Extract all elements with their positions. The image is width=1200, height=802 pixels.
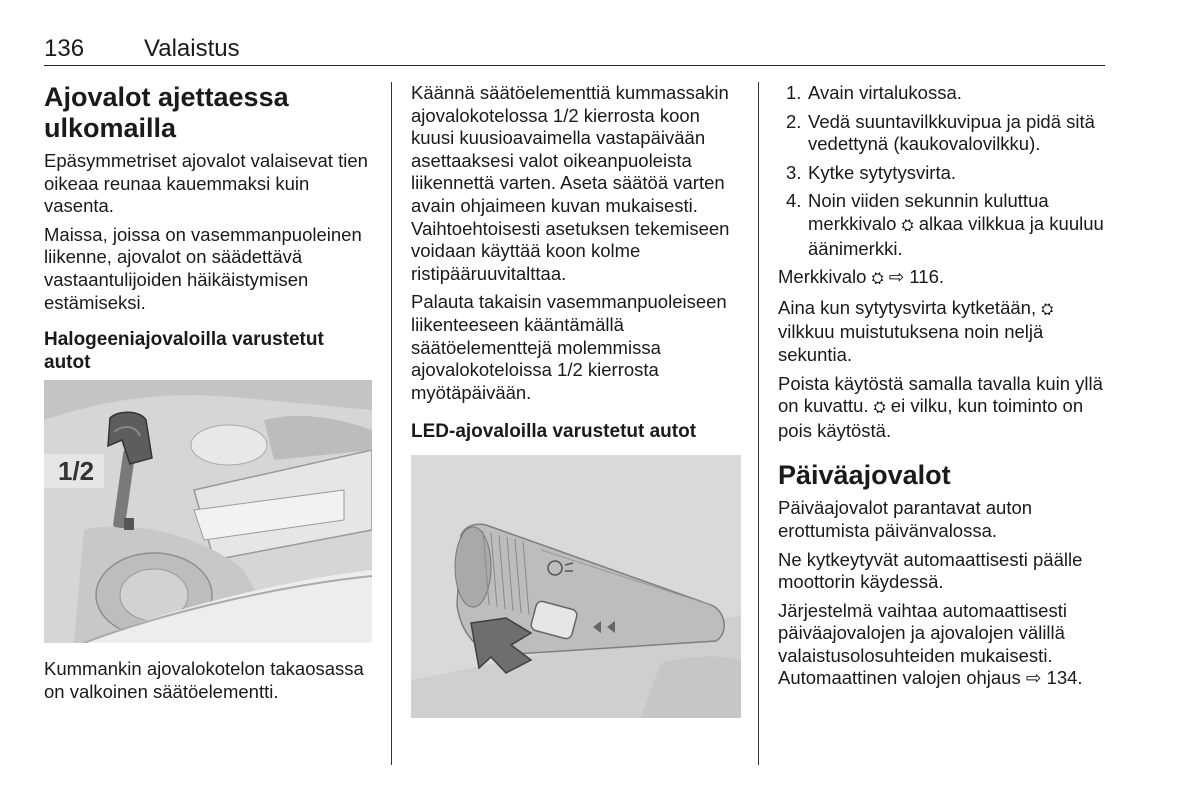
- paragraph: Järjestelmä vaihtaa automaattisesti päiväajovalojen ja ajovalojen välillä valaistusolosuhteiden mukaisesti.: [778, 599, 1067, 666]
- column-right: [778, 82, 1108, 696]
- paragraph: Päiväajovalot parantavat auton erottumista päivänvalossa.: [778, 497, 1033, 541]
- fraction: 1/2: [557, 359, 583, 381]
- section-heading: Päiväajovalot: [778, 460, 951, 491]
- cross-reference: Merkkivalo ⛭ ⇨ 116.: [778, 266, 945, 288]
- page-ref-arrow-icon: ⇨: [888, 266, 905, 288]
- column-left: [44, 82, 374, 709]
- subsection-heading: Halogeeniajovaloilla varustetut autot: [44, 329, 324, 374]
- paragraph: Epäsymmetriset ajovalot valaisevat tien oikeaa reunaa kauemmaksi kuin vasenta.: [44, 150, 368, 217]
- list-item: 1. Avain virtalukossa.: [786, 82, 962, 103]
- paragraph: Palauta takaisin vasemmanpuoleiseen liikenteeseen kääntämällä säätöelementtejä molemmissa ajovalokoteloissa 1/2 kierrosta myötäpäivään.: [411, 291, 727, 403]
- subsection-heading: LED-ajovaloilla varustetut autot: [411, 421, 697, 443]
- column-middle: [411, 82, 741, 718]
- cross-reference: Automaattinen valojen ohjaus ⇨ 134.: [778, 667, 1083, 689]
- led-headlight-stalk-illustration: [411, 455, 741, 718]
- list-item: 2. Vedä suuntavilkkuvipua ja pidä sitä vedettynä (kaukovalovilkku).: [786, 110, 1095, 155]
- headlight-indicator-icon: ⛭: [1041, 300, 1054, 318]
- headlight-indicator-icon: ⛭: [871, 270, 884, 288]
- section-title: Valaistus: [144, 35, 240, 62]
- column-divider: [391, 82, 392, 765]
- list-item: 3. Kytke sytytysvirta.: [786, 161, 957, 183]
- paragraph: Ne kytkeytyvät automaattisesti päälle moottorin käydessä.: [778, 548, 1083, 593]
- page-header: [44, 35, 1105, 66]
- paragraph: Poista käytöstä samalla tavalla kuin yllä on kuvattu. ⛭ ei vilku, kun toiminto on pois käytöstä.: [778, 372, 1103, 441]
- numbered-steps: [778, 82, 1108, 260]
- paragraph: Aina kun sytytysvirta kytketään, ⛭ vilkkuu muistutuksena noin neljä sekuntia.: [778, 296, 1054, 365]
- paragraph: Maissa, joissa on vasemmanpuoleinen liikenne, ajovalot on säädettävä vastaantulijoiden häikäistymisen estämiseksi.: [44, 223, 362, 313]
- halogen-headlight-adjustment-illustration: [44, 380, 372, 643]
- fraction: 1/2: [552, 104, 579, 126]
- image-caption: Kummankin ajovalokotelon takaosassa on valkoinen säätöelementti.: [44, 658, 364, 702]
- list-item: 4. Noin viiden sekunnin kuluttua merkkivalo ⛭ alkaa vilkkua ja kuuluu äänimerkki.: [786, 190, 1104, 259]
- headlight-indicator-icon: ⛭: [901, 216, 914, 234]
- column-divider: [758, 82, 759, 765]
- image-label: 1/2: [58, 456, 95, 487]
- page-ref-arrow-icon: ⇨: [1025, 667, 1042, 689]
- page-number: 136: [44, 35, 85, 62]
- section-heading: Ajovalot ajettaessa ulkomailla: [44, 82, 289, 143]
- headlight-indicator-icon: ⛭: [873, 399, 886, 417]
- paragraph: Käännä säätöelementtiä kummassakin ajovalokotelossa 1/2 kierrosta koon kuusi kuusioavaimella vastapäivään asettaaksesi valot oikeanpuoleista liikennettä varten. Aseta säätöä varten avain ohjaimeen kuvan mukaisesti. Vaihtoehtoisesti asetuksen tekemiseen voidaan käyttää koon kolme ristipääruuvitalttaa.: [411, 82, 730, 284]
